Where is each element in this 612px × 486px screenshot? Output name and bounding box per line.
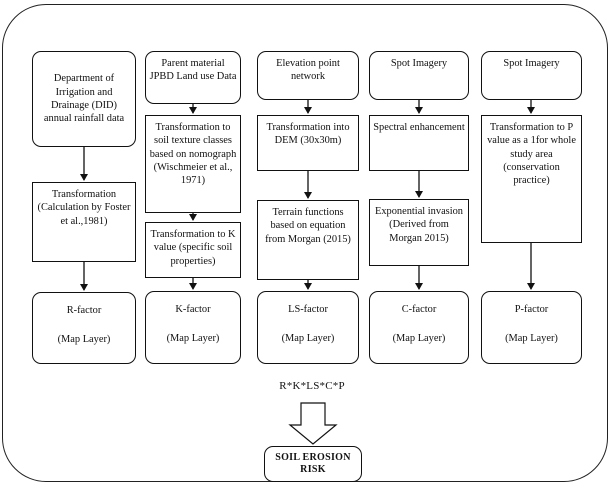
factor-c-label: C-factor bbox=[401, 304, 437, 315]
step-p-transformation: Transformation to P value as a 1for whole study area (conservation practice) bbox=[481, 115, 582, 243]
factor-k-map-layer: (Map Layer) bbox=[166, 333, 220, 345]
source-did-rainfall: Department of Irrigation and Drainage (DID) annual rainfall data bbox=[32, 51, 136, 147]
source-spot-imagery-c: Spot Imagery bbox=[369, 51, 469, 100]
step-k-value: Transformation to K value (specific soil properties) bbox=[145, 222, 241, 278]
result-line-2: RISK bbox=[300, 464, 326, 475]
step-c-exponential: Exponential invasion (Derived from Morgan 2015) bbox=[369, 199, 469, 266]
source-elevation-network: Elevation point network bbox=[257, 51, 359, 100]
step-r-transformation: Transformation (Calculation by Foster et al.,1981) bbox=[32, 182, 136, 262]
factor-k bbox=[145, 291, 241, 364]
result-line-1: SOIL EROSION bbox=[275, 451, 351, 463]
source-spot-imagery-p: Spot Imagery bbox=[481, 51, 582, 100]
factor-p bbox=[481, 291, 582, 364]
factor-ls-label: LS-factor bbox=[288, 304, 328, 315]
factor-p-label: P-factor bbox=[514, 304, 549, 315]
rusle-formula: R*K*LS*C*P bbox=[279, 380, 345, 392]
factor-c-map-layer: (Map Layer) bbox=[392, 333, 446, 345]
factor-ls-map-layer: (Map Layer) bbox=[281, 333, 335, 345]
step-c-spectral: Spectral enhancement bbox=[369, 115, 469, 171]
factor-ls bbox=[257, 291, 359, 364]
factor-r-map-layer: (Map Layer) bbox=[57, 334, 111, 346]
step-ls-dem: Transformation into DEM (30x30m) bbox=[257, 115, 359, 171]
factor-r-label: R-factor bbox=[66, 305, 102, 316]
factor-k-label: K-factor bbox=[175, 304, 211, 315]
source-parent-material: Parent material JPBD Land use Data bbox=[145, 51, 241, 104]
step-ls-terrain: Terrain functions based on equation from Morgan (2015) bbox=[257, 200, 359, 280]
factor-r bbox=[32, 292, 136, 364]
soil-erosion-risk-box bbox=[264, 446, 362, 482]
factor-c bbox=[369, 291, 469, 364]
factor-p-map-layer: (Map Layer) bbox=[505, 333, 558, 345]
step-k-soil-texture: Transformation to soil texture classes based on nomograph (Wischmeier et al., 1971) bbox=[145, 115, 241, 213]
